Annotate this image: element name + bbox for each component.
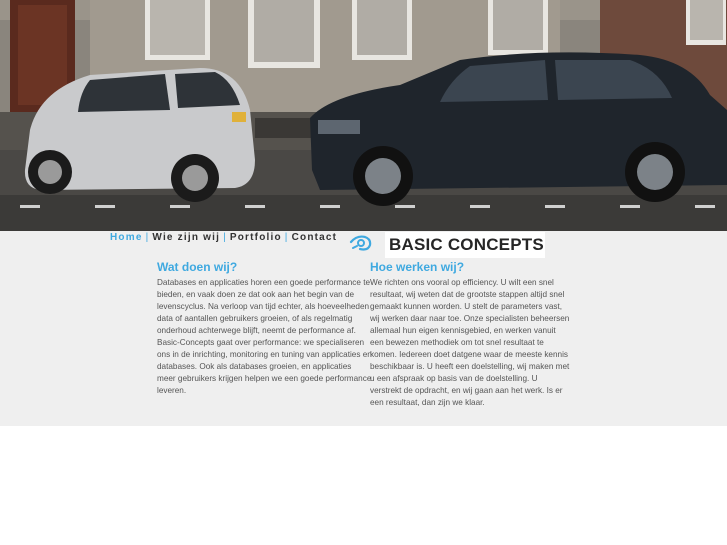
nav-contact[interactable]: Contact	[291, 232, 338, 243]
nav-separator: |	[284, 232, 289, 243]
nav-portfolio[interactable]: Portfolio	[229, 232, 282, 243]
section-hoe-werken-wij	[370, 260, 570, 409]
logo-text: BASIC CONCEPTS	[389, 235, 544, 254]
nav-wie-zijn-wij[interactable]: Wie zijn wij	[152, 232, 221, 243]
street-scene-image	[0, 0, 727, 231]
nav-home[interactable]: Home	[110, 232, 143, 243]
section-body: Databases en applicaties horen een goede performance te bieden, en vaak doen ze dat ook aan het begin van de levenscyclus. Na verloop van tijd echter, als hoeveelheden data of aantallen gebruikers groeien, of als regelmatig onderhoud achterwege blijft, neemt de performance af. Basic-Concepts gaat over performance: we specialiseren ons in de inrichting, monitoring en tuning van applicaties en databases. Ook als databases groeien, en applicaties meer gebruikers krijgen helpen we een goede performance leveren.	[157, 278, 372, 395]
nav-separator: |	[145, 232, 150, 243]
section-wat-doen-wij	[157, 260, 372, 397]
main-nav	[110, 232, 337, 244]
section-title: Hoe werken wij?	[370, 260, 465, 274]
hero-photo	[0, 0, 727, 231]
nav-separator: |	[223, 232, 227, 243]
section-body: We richten ons vooral op efficiency. U wilt een snel resultaat, wij weten dat de grootste stappen altijd snel gemaakt kunnen worden. U stelt de parameters vast, wij werken daar naar toe. Onze specialisten beheersen allemaal hun eigen kennisgebied, en werken vanuit een bewezen methodiek om tot snel resultaat te komen. Iedereen doet datgene waar de meeste kennis beschikbaar is. U heeft een doelstelling, wij maken met u een afspraak op basis van de doelstelling. U verstrekt de opdracht, en wij gaan aan het werk. Is er een resultaat, dan zijn we klaar.	[370, 278, 570, 407]
logo[interactable]	[385, 232, 545, 258]
eye-swirl-icon	[349, 234, 373, 252]
section-title: Wat doen wij?	[157, 260, 238, 274]
